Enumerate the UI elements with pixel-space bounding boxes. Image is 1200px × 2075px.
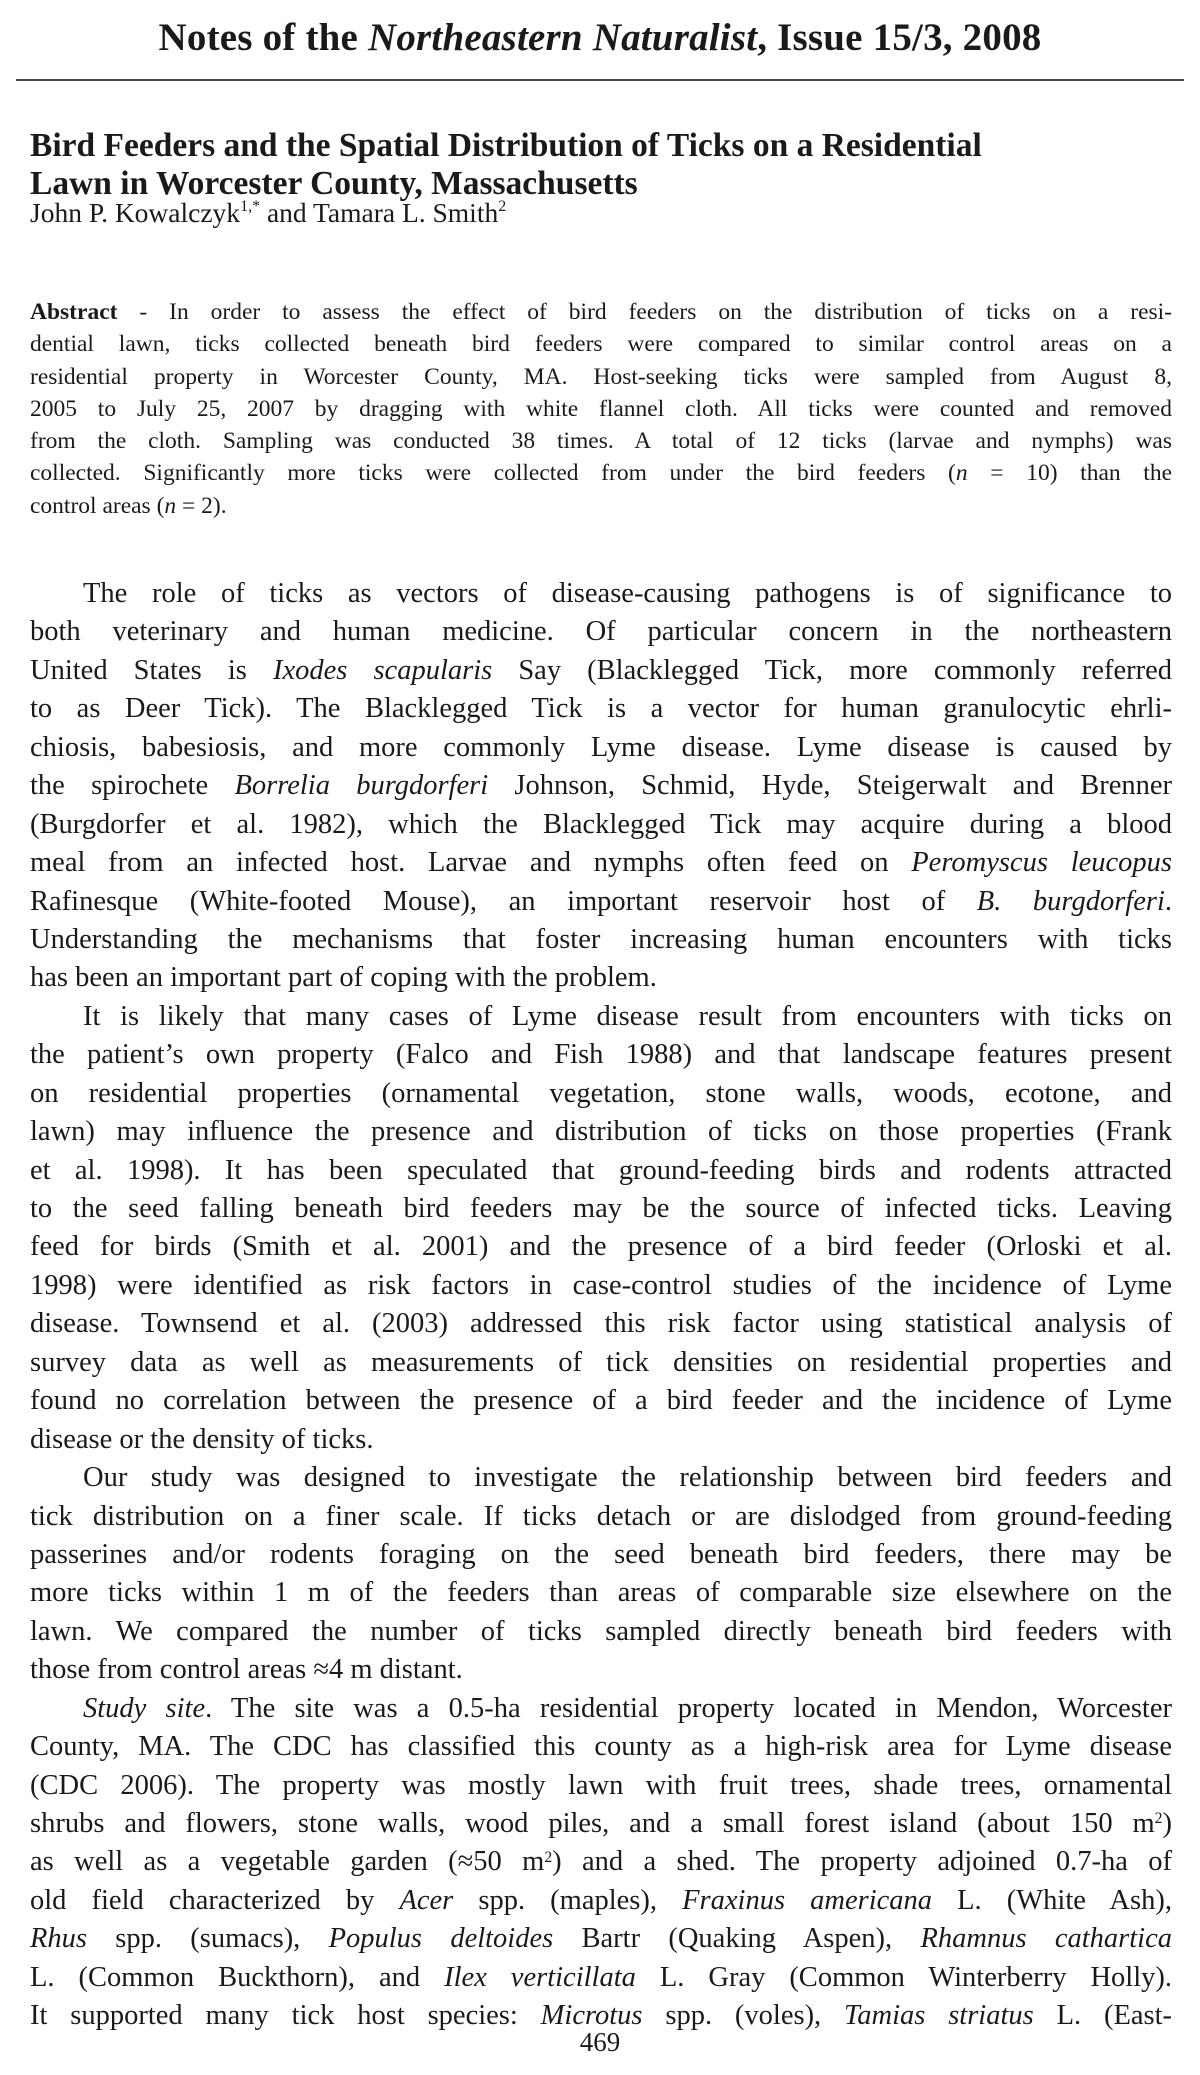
text-line [30,1113,1172,1151]
text-line [30,1767,1172,1805]
running-head-issue: , Issue 15/3, 2008 [757,16,1042,59]
text-run: County, MA. The CDC has classified this county as a high-risk area for Lyme disease [30,1731,1172,1763]
text-line [30,652,1172,690]
body-text [30,575,1172,2036]
text-line [30,1959,1172,1997]
text-run: spp. (voles), [642,2000,845,2032]
text-run: old field characterized by [30,1884,400,1916]
text-line [30,1536,1172,1574]
text-line [30,1382,1172,1420]
text-line [30,1920,1172,1958]
header-rule [16,79,1184,81]
author-affiliation-mark: 1,* [240,198,261,215]
text-line [30,393,1172,425]
text-run: spp. (sumacs), [87,1923,329,1955]
running-head-prefix: Notes of the [158,16,368,59]
text-run: United States is [30,654,273,686]
text-line [30,844,1172,882]
text-line [30,1075,1172,1113]
text-run: control areas ( [30,492,165,519]
text-run: disease. Townsend et al. (2003) addressed this risk factor using statistical analysis of [30,1308,1172,1340]
text-line [30,328,1172,360]
running-head [0,14,1200,62]
text-run: has been an important part of coping with the problem. [30,962,657,994]
author-affiliation-mark: 2 [498,198,507,215]
italic-text: Peromyscus leucopus [911,847,1173,879]
italic-text: Rhus [30,1923,87,1955]
text-line [30,613,1172,651]
text-run: chiosis, babesiosis, and more commonly Lyme disease. Lyme disease is caused by [30,731,1172,763]
text-run: et al. 1998). It has been speculated that ground-feeding birds and rodents attracted [30,1154,1172,1186]
text-run: It supported many tick host species: [30,2000,541,2032]
text-run: ) and a shed. The property adjoined 0.7-ha of [552,1846,1173,1878]
text-run: (Burgdorfer et al. 1982), which the Blacklegged Tick may acquire during a blood [30,808,1172,840]
text-line [30,1690,1172,1728]
text-run: passerines and/or rodents foraging on the seed beneath bird feeders, there may be [30,1538,1172,1570]
text-run: . [1164,885,1172,917]
text-run: disease or the density of ticks. [30,1423,374,1455]
text-run: It is likely that many cases of Lyme disease result from encounters with ticks on [83,1000,1172,1032]
text-run: meal from an infected host. Larvae and nymphs often feed on [30,847,912,879]
text-run: L. (Common Buckthorn), and [30,1961,445,1993]
text-run: tick distribution on a finer scale. If ticks detach or are dislodged from ground-feeding [30,1500,1172,1532]
text-line [30,425,1172,457]
text-run: dential lawn, ticks collected beneath bird feeders were compared to similar control areas on a [30,331,1172,358]
text-line [30,1843,1172,1881]
text-line [30,490,1172,522]
text-run: on residential properties (ornamental vegetation, stone walls, woods, ecotone, and [30,1077,1172,1109]
italic-text: Borrelia burgdorferi [234,770,489,802]
article-title [30,127,1180,203]
text-run: lawn) may influence the presence and distribution of ticks on those properties (Frank [30,1116,1172,1148]
text-run: The role of ticks as vectors of disease-causing pathogens is of significance to [83,578,1172,609]
text-line [30,1651,1172,1689]
author-joiner: and [260,197,314,228]
text-run: the patient’s own property (Falco and Fish 1988) and that landscape features present [30,1039,1172,1071]
text-run: more ticks within 1 m of the feeders than areas of comparable size elsewhere on the [30,1577,1172,1609]
text-run: Our study was designed to investigate the relationship between bird feeders and [83,1462,1172,1494]
paragraph [30,1459,1172,1690]
italic-text: Tamias striatus [844,2000,1034,2032]
journal-name: Northeastern Naturalist [367,16,758,59]
text-line [30,1305,1172,1343]
text-run: feed for birds (Smith et al. 2001) and the presence of a bird feeder (Orloski et al. [30,1231,1172,1263]
text-run: . The site was a 0.5-ha residential property located in Mendon, Worcester [205,1692,1172,1724]
italic-text: Ilex verticillata [444,1961,636,1993]
author-name: John P. Kowalczyk [30,197,241,228]
text-line [30,1190,1172,1228]
text-run: shrubs and flowers, stone walls, wood piles, and a small forest island (about 150 m [30,1808,1155,1839]
text-line [30,1267,1172,1305]
text-run: spp. (maples), [453,1884,683,1916]
text-line [30,690,1172,728]
italic-text: B. burgdorferi [976,885,1165,917]
italic-text: n [164,492,177,519]
text-line [30,361,1172,393]
superscript: 2 [544,1848,553,1866]
paragraph [30,575,1172,998]
text-run: 1998) were identified as risk factors in case-control studies of the incidence of Lyme [30,1269,1172,1301]
text-run: both veterinary and human medicine. Of particular concern in the northeastern [30,616,1172,648]
page-number: 469 [579,2027,621,2057]
text-line [30,1344,1172,1382]
text-run: L. (East- [1033,2000,1173,2032]
text-run: residential property in Worcester County, MA. Host-seeking ticks were sampled from August 8, [30,363,1172,390]
text-line [30,806,1172,844]
italic-text: n [955,460,968,487]
text-run: found no correlation between the presence of a bird feeder and the incidence of Lyme [30,1385,1172,1417]
text-run: those from control areas ≈4 m distant. [30,1654,463,1686]
paragraph [30,998,1172,1459]
bold-label: Abstract [30,299,118,325]
text-run: (CDC 2006). The property was mostly lawn with fruit trees, shade trees, ornamental [30,1769,1172,1801]
text-line [30,575,1172,613]
text-run: collected. Significantly more ticks were collected from under the bird feeders ( [30,460,956,487]
article-title-line: Lawn in Worcester County, Massachusetts [30,165,638,202]
text-run: L. (White Ash), [932,1884,1172,1916]
text-run: Johnson, Schmid, Hyde, Steigerwalt and Brenner [488,770,1172,802]
article-title-line: Bird Feeders and the Spatial Distribution of Ticks on a Residential [30,127,982,164]
italic-text: Populus deltoides [328,1923,554,1955]
text-line [30,1498,1172,1536]
text-line [30,767,1172,805]
text-line [30,1036,1172,1074]
text-run: Rafinesque (White-footed Mouse), an important reservoir host of [30,885,977,917]
paragraph [30,1690,1172,2036]
text-run: 2005 to July 25, 2007 by dragging with white flannel cloth. All ticks were counted and removed [30,395,1172,422]
text-run: to the seed falling beneath bird feeders may be the source of infected ticks. Leaving [30,1193,1172,1224]
text-run: Bartr (Quaking Aspen), [553,1923,921,1955]
abstract [30,296,1172,522]
text-line [30,1728,1172,1766]
superscript: 2 [1154,1810,1163,1828]
text-line [30,1805,1172,1843]
italic-text: Rhamnus cathartica [920,1923,1172,1955]
italic-text: Ixodes scapularis [272,654,493,686]
italic-text: Fraxinus americana [682,1884,933,1916]
text-run: L. Gray (Common Winterberry Holly). [635,1961,1172,1993]
text-run: survey data as well as measurements of tick densities on residential properties and [30,1346,1172,1378]
text-line [30,1228,1172,1266]
text-line [30,921,1172,959]
text-run: as well as a vegetable garden (≈50 m [30,1846,545,1878]
text-line [30,1882,1172,1920]
text-run: ) [1162,1808,1172,1839]
italic-text: Acer [399,1884,454,1916]
text-line [30,883,1172,921]
text-line [30,959,1172,997]
text-run: - In order to assess the effect of bird feeders on the distribution of ticks on a resi- [117,299,1172,325]
text-run: = 10) than the [967,460,1173,487]
text-run: to as Deer Tick). The Blacklegged Tick is a vector for human granulocytic ehrli- [30,693,1172,725]
text-run: lawn. We compared the number of ticks sampled directly beneath bird feeders with [30,1615,1172,1647]
text-line [30,1459,1172,1497]
text-run: from the cloth. Sampling was conducted 38 times. A total of 12 ticks (larvae and nymphs) was [30,428,1172,455]
text-run: Understanding the mechanisms that foster increasing human encounters with ticks [30,923,1172,955]
author-name: Tamara L. Smith [313,197,499,228]
text-line [30,1152,1172,1190]
italic-text: Microtus [540,2000,643,2032]
author-line [30,198,506,233]
text-line [30,998,1172,1036]
italic-text: Study site [83,1692,206,1724]
text-run: the spirochete [30,770,235,802]
text-line [30,1421,1172,1459]
text-line [30,296,1172,328]
text-line [30,1613,1172,1651]
text-line [30,457,1172,489]
text-run: Say (Blacklegged Tick, more commonly referred [492,654,1172,686]
text-line [30,729,1172,767]
text-run: = 2). [176,492,227,519]
text-line [30,1574,1172,1612]
